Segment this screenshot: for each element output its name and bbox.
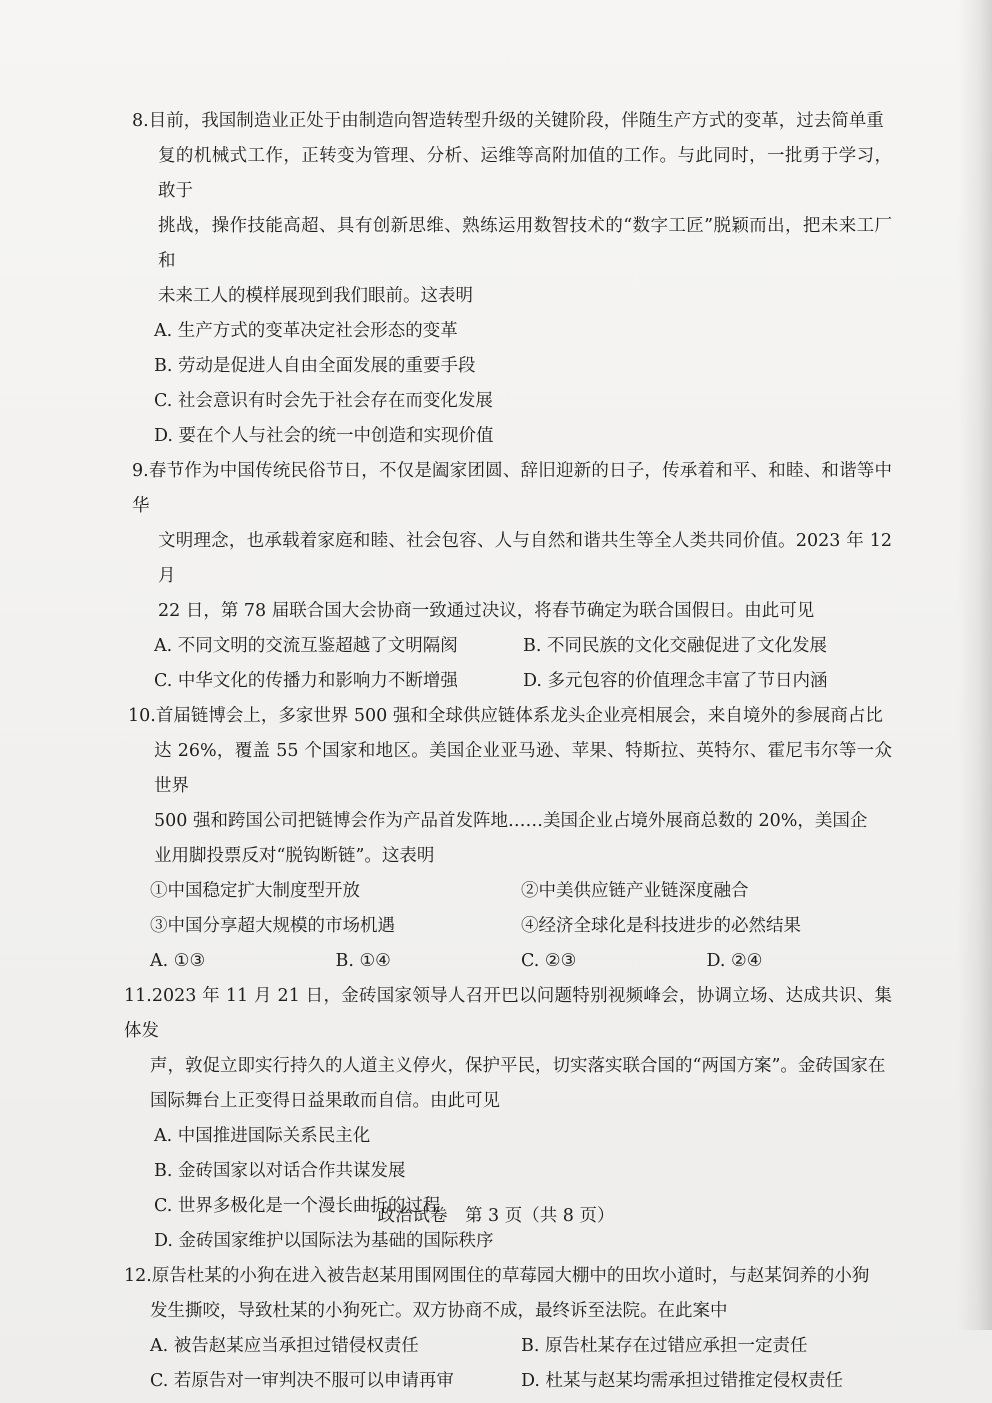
question-8: [132, 104, 892, 454]
question-stem-line: 未来工人的模样展现到我们眼前。这表明: [158, 286, 473, 306]
question-stem-line: 春节作为中国传统民俗节日，不仅是阖家团圆、辞旧迎新的日子，传承着和平、和睦、和谐等中华: [132, 461, 892, 516]
option-c: C. ②③: [521, 951, 577, 971]
statement-3: ③中国分享超大规模的市场机遇: [150, 916, 395, 936]
question-stem-line: 原告杜某的小狗在进入被告赵某用围网围住的草莓园大棚中的田坎小道时，与赵某饲养的小狗: [151, 1266, 870, 1286]
question-12: [124, 1259, 892, 1399]
question-stem-line: 500 强和跨国公司把链博会作为产品首发阵地……美国企业占境外展商总数的 20%，美国企: [154, 811, 868, 831]
statement-4: ④经济全球化是科技进步的必然结果: [521, 916, 801, 936]
option-row: [124, 1364, 892, 1399]
option-c: C. 中华文化的传播力和影响力不断增强: [154, 671, 458, 691]
question-stem-line: 业用脚投票反对“脱钩断链”。这表明: [154, 846, 435, 866]
option-a: A. ①③: [150, 951, 206, 971]
question-stem-line: 2023 年 11 月 21 日，金砖国家领导人召开巴以问题特别视频峰会，协调立场、达成共识、集体发: [124, 986, 892, 1041]
option-row: [132, 629, 892, 664]
question-number: 12.: [124, 1266, 152, 1286]
question-stem-line: 目前，我国制造业正处于由制造向智造转型升级的关键阶段，伴随生产方式的变革，过去简单重: [148, 111, 884, 131]
option-a: A. 中国推进国际关系民主化: [154, 1126, 371, 1146]
question-number: 11.: [124, 986, 152, 1006]
option-d: D. 多元包容的价值理念丰富了节日内涵: [523, 671, 828, 691]
statement-1: ①中国稳定扩大制度型开放: [150, 881, 360, 901]
statement-row: [128, 874, 892, 909]
page-footer: 政治试卷 第 3 页（共 8 页）: [377, 1206, 615, 1226]
option-b: B. 劳动是促进人自由全面发展的重要手段: [154, 356, 476, 376]
statement-row: [128, 909, 892, 944]
option-b: B. ①④: [335, 951, 391, 971]
option-row: [132, 664, 892, 699]
question-number: 10.: [128, 706, 156, 726]
option-b: B. 金砖国家以对话合作共谋发展: [154, 1161, 406, 1181]
option-d: D. 要在个人与社会的统一中创造和实现价值: [154, 426, 494, 446]
question-number: 9.: [132, 461, 149, 481]
question-stem-line: 声，敦促立即实行持久的人道主义停火，保护平民，切实落实联合国的“两国方案”。金砖国家在: [150, 1056, 886, 1076]
question-stem-line: 国际舞台上正变得日益果敢而自信。由此可见: [150, 1091, 500, 1111]
question-10: [128, 699, 892, 979]
question-stem-line: 挑战，操作技能高超、具有创新思维、熟练运用数智技术的“数字工匠”脱颖而出，把未来工厂和: [158, 216, 892, 271]
question-stem-line: 发生撕咬，导致杜某的小狗死亡。双方协商不成，最终诉至法院。在此案中: [150, 1301, 728, 1321]
option-a: A. 生产方式的变革决定社会形态的变革: [154, 321, 458, 341]
option-d: D. ②④: [706, 951, 763, 971]
option-row: [128, 944, 892, 979]
question-stem-line: 22 日，第 78 届联合国大会协商一致通过决议，将春节确定为联合国假日。由此可见: [158, 601, 815, 621]
option-d: D. 杜某与赵某均需承担过错推定侵权责任: [521, 1371, 844, 1391]
option-a: A. 被告赵某应当承担过错侵权责任: [150, 1336, 419, 1356]
question-stem-line: 首届链博会上，多家世界 500 强和全球供应链体系龙头企业亮相展会，来自境外的参展商占比: [155, 706, 883, 726]
option-a: A. 不同文明的交流互鉴超越了文明隔阂: [154, 636, 458, 656]
option-b: B. 原告杜某存在过错应承担一定责任: [521, 1336, 808, 1356]
option-c: C. 若原告对一审判决不服可以申请再审: [150, 1371, 454, 1391]
option-c: C. 世界多极化是一个漫长曲折的过程: [154, 1196, 441, 1216]
question-stem-line: 复的机械式工作，正转变为管理、分析、运维等高附加值的工作。与此同时，一批勇于学习，敢于: [158, 146, 892, 201]
statement-2: ②中美供应链产业链深度融合: [521, 881, 749, 901]
option-row: [124, 1329, 892, 1364]
scan-edge-shadow: [958, 0, 992, 1330]
question-9: [132, 454, 892, 699]
question-number: 8.: [132, 111, 149, 131]
question-stem-line: 达 26%，覆盖 55 个国家和地区。美国企业亚马逊、苹果、特斯拉、英特尔、霍尼韦尔等一众世界: [154, 741, 892, 796]
option-d: D. 金砖国家维护以国际法为基础的国际秩序: [154, 1231, 494, 1251]
option-b: B. 不同民族的文化交融促进了文化发展: [523, 636, 827, 656]
question-stem-line: 文明理念，也承载着家庭和睦、社会包容、人与自然和谐共生等全人类共同价值。2023 年 12 月: [158, 531, 892, 586]
option-c: C. 社会意识有时会先于社会存在而变化发展: [154, 391, 493, 411]
